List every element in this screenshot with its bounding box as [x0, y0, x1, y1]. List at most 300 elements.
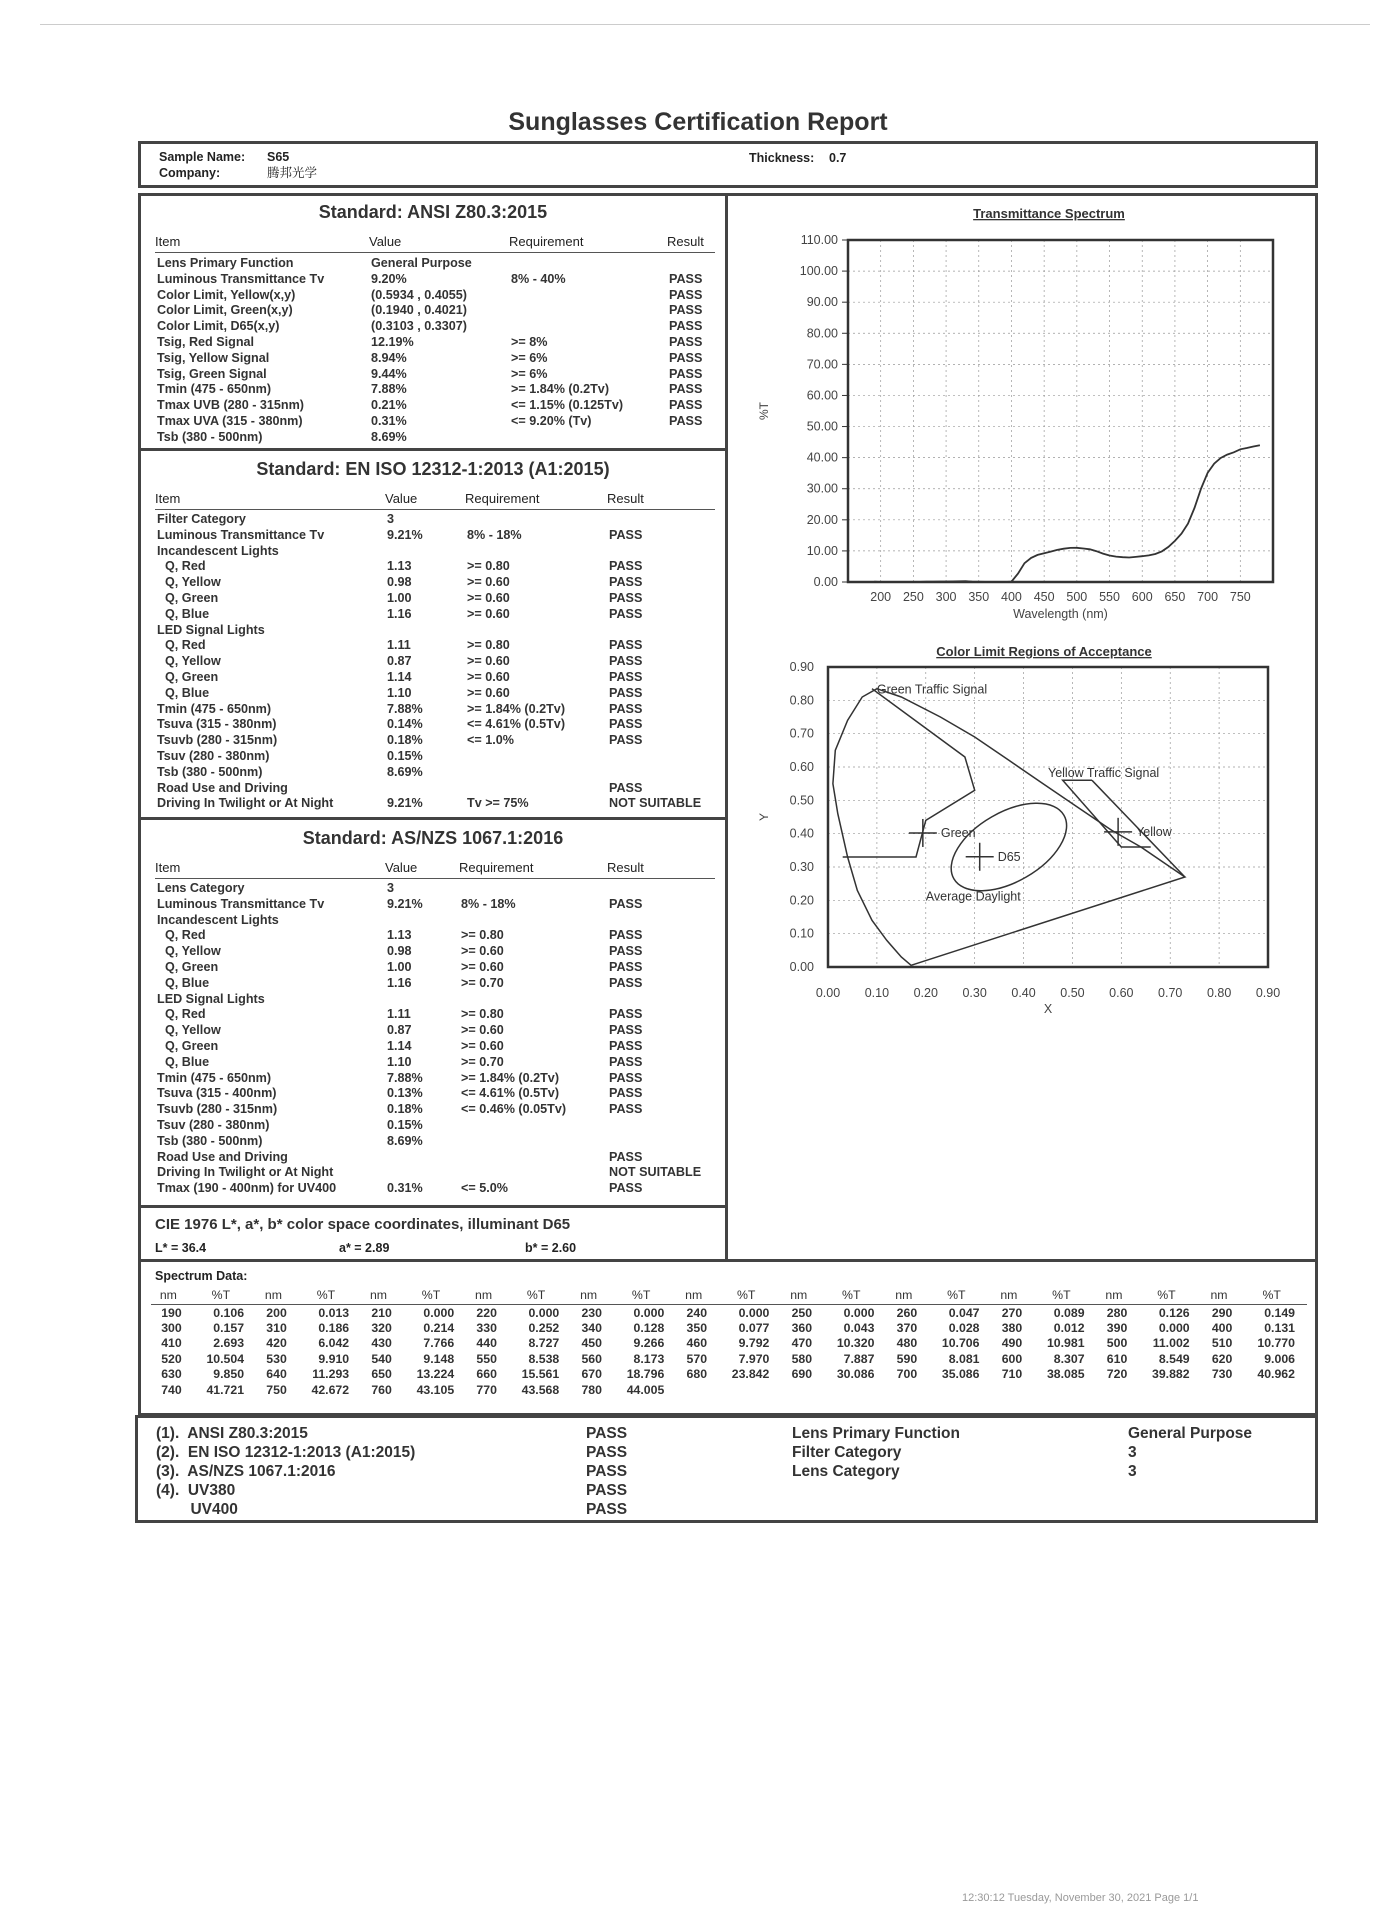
table-cell: >= 0.60 — [467, 590, 510, 605]
col-header: Result — [667, 234, 704, 249]
table-cell: 1.11 — [387, 1007, 411, 1022]
table-cell: 9.21% — [387, 796, 423, 811]
nm-cell: 410 — [161, 1336, 182, 1351]
nm-cell — [676, 1382, 711, 1397]
table-cell: (0.5934 , 0.4055) — [371, 287, 467, 302]
table-cell: Tmin (475 - 650nm) — [157, 1070, 272, 1085]
nm-cell: 320 — [371, 1321, 392, 1336]
table-cell: PASS — [669, 413, 703, 428]
t-cell: 0.028 — [948, 1321, 980, 1336]
table-row — [157, 1039, 717, 1055]
table-cell: >= 1.84% (0.2Tv) — [511, 382, 610, 397]
table-cell: NOT SUITABLE — [609, 1165, 702, 1180]
table-cell: PASS — [669, 398, 703, 413]
table-cell: 3 — [387, 881, 395, 895]
thickness-label: Thickness: — [749, 151, 815, 165]
table-row — [157, 992, 717, 1008]
table-cell: Tmax UVA (315 - 380nm) — [157, 413, 303, 428]
t-header: %T — [526, 1288, 546, 1302]
y-tick-label: 0.70 — [789, 726, 814, 741]
table-row — [157, 1118, 717, 1134]
table-cell: 7.88% — [371, 382, 407, 397]
table-cell: Q, Green — [165, 1038, 219, 1053]
table-cell: >= 1.84% (0.2Tv) — [467, 701, 566, 716]
nm-cell: 220 — [476, 1305, 497, 1320]
table-row — [157, 1007, 717, 1023]
t-cell: 10.770 — [1257, 1336, 1295, 1351]
table-row — [157, 512, 717, 528]
t-cell: 6.042 — [318, 1336, 350, 1351]
nm-cell: 270 — [1001, 1305, 1023, 1320]
top-rule — [40, 24, 1370, 25]
table-cell: PASS — [609, 1023, 643, 1038]
table-row — [157, 733, 717, 749]
y-tick-label: 0.00 — [789, 960, 814, 974]
table-cell: PASS — [609, 559, 643, 574]
table-cell: >= 0.60 — [461, 959, 504, 974]
table-row — [157, 607, 717, 623]
t-cell — [1131, 1382, 1201, 1397]
cie-L: L* = 36.4 — [155, 1241, 207, 1255]
region-label: Yellow Traffic Signal — [1048, 766, 1160, 780]
table-cell: >= 0.60 — [461, 1038, 504, 1053]
table-cell: Q, Green — [165, 959, 219, 974]
t-cell: 9.910 — [318, 1351, 350, 1366]
y-tick-label: 30.00 — [806, 481, 838, 496]
y-tick-label: 0.80 — [789, 693, 814, 708]
t-cell — [1026, 1382, 1096, 1397]
t-cell: 41.721 — [206, 1382, 245, 1397]
t-cell: 0.252 — [528, 1321, 560, 1336]
x-tick-label: 450 — [1033, 590, 1055, 604]
company-label: Company: — [159, 166, 221, 180]
spectrum-table — [151, 1286, 1307, 1397]
table-cell: >= 0.60 — [467, 685, 510, 700]
table-cell: Tsuva (315 - 380nm) — [157, 717, 277, 732]
nm-cell: 560 — [581, 1351, 602, 1366]
t-cell: 8.549 — [1158, 1351, 1190, 1366]
nm-cell: 670 — [581, 1367, 602, 1382]
ansi-section — [138, 193, 728, 451]
table-cell: Driving In Twilight or At Night — [157, 1165, 334, 1180]
table-cell: Luminous Transmittance Tv — [157, 271, 325, 286]
point-label: Yellow — [1136, 824, 1172, 839]
summary-standard: (2). EN ISO 12312-1:2013 (A1:2015) — [156, 1444, 416, 1461]
table-cell: PASS — [609, 590, 643, 605]
table-cell: Q, Blue — [165, 1054, 210, 1069]
nm-cell: 230 — [581, 1305, 602, 1320]
nm-header: nm — [159, 1288, 177, 1302]
company: 腾邦光学 — [267, 166, 318, 180]
nm-cell: 690 — [791, 1367, 813, 1382]
table-row — [157, 638, 717, 654]
t-header: %T — [736, 1288, 756, 1302]
table-cell: Luminous Transmittance Tv — [157, 527, 325, 542]
table-cell: Lens Primary Function — [157, 256, 294, 270]
summary-standard: UV400 — [156, 1501, 238, 1518]
t-cell: 0.214 — [423, 1321, 455, 1336]
t-cell: 8.081 — [948, 1351, 980, 1366]
table-row — [157, 781, 717, 797]
nm-cell — [992, 1382, 1027, 1397]
nm-header: nm — [895, 1288, 913, 1302]
table-cell: 1.16 — [387, 975, 412, 990]
table-cell: 0.87 — [387, 1023, 412, 1038]
table-row — [157, 272, 717, 288]
table-cell: 0.31% — [371, 413, 407, 428]
table-row — [157, 654, 717, 670]
nm-cell: 580 — [791, 1351, 813, 1366]
table-cell: PASS — [609, 1070, 643, 1085]
table-row — [157, 288, 717, 304]
t-header: %T — [631, 1288, 651, 1302]
table-cell: 1.16 — [387, 606, 412, 621]
asnzs-column-headers — [155, 860, 715, 879]
t-cell: 11.002 — [1152, 1336, 1190, 1351]
nm-cell: 330 — [476, 1321, 497, 1336]
t-cell: 0.186 — [318, 1321, 350, 1336]
table-cell: 0.15% — [387, 1117, 423, 1132]
cie-b: b* = 2.60 — [525, 1241, 577, 1255]
t-cell: 0.089 — [1053, 1305, 1085, 1320]
table-cell: PASS — [609, 1086, 643, 1101]
summary-row — [792, 1424, 1292, 1443]
table-cell: >= 0.60 — [467, 606, 510, 621]
y-tick-label: 70.00 — [806, 357, 838, 372]
x-tick-label: 0.90 — [1255, 986, 1281, 1000]
t-header: %T — [842, 1288, 861, 1302]
summary-row — [156, 1481, 716, 1500]
nm-cell: 750 — [266, 1382, 287, 1397]
table-cell: Tsig, Yellow Signal — [157, 350, 270, 365]
nm-cell: 370 — [896, 1321, 918, 1336]
nm-cell: 190 — [161, 1305, 182, 1320]
table-cell: Incandescent Lights — [157, 912, 279, 927]
nm-cell: 350 — [686, 1321, 708, 1336]
table-cell: Q, Blue — [165, 685, 210, 700]
t-cell: 10.320 — [836, 1336, 875, 1351]
table-row — [157, 591, 717, 607]
summary-row — [156, 1500, 716, 1519]
table-cell: Color Limit, Yellow(x,y) — [157, 287, 296, 302]
cie-section — [138, 1205, 728, 1262]
table-cell: >= 0.80 — [461, 928, 504, 943]
nm-cell: 610 — [1106, 1351, 1128, 1366]
nm-cell: 280 — [1106, 1305, 1128, 1320]
table-cell: Q, Yellow — [165, 575, 221, 590]
nm-cell: 590 — [896, 1351, 918, 1366]
t-cell: 9.006 — [1264, 1351, 1295, 1366]
nm-cell: 720 — [1106, 1367, 1128, 1382]
table-cell: Road Use and Driving — [157, 1149, 288, 1164]
col-header: Item — [155, 491, 181, 506]
nm-cell: 430 — [371, 1336, 392, 1351]
table-cell: PASS — [669, 334, 703, 349]
table-cell: 8% - 18% — [467, 527, 522, 542]
table-cell: PASS — [609, 685, 643, 700]
t-cell: 30.086 — [836, 1367, 875, 1382]
table-cell: 0.31% — [387, 1181, 423, 1196]
x-tick-label: 500 — [1066, 590, 1088, 604]
col-header: Result — [607, 860, 644, 875]
table-row — [157, 1165, 717, 1181]
t-cell: 9.266 — [633, 1336, 665, 1351]
table-cell: <= 5.0% — [461, 1181, 508, 1196]
table-cell: PASS — [609, 1102, 643, 1117]
table-cell: PASS — [669, 303, 703, 318]
y-axis-label: %T — [757, 402, 771, 420]
x-tick-label: 200 — [870, 590, 892, 604]
table-cell: PASS — [609, 1149, 643, 1164]
table-cell: 1.14 — [387, 1038, 412, 1053]
table-cell: LED Signal Lights — [157, 991, 265, 1006]
x-tick-label: 0.80 — [1206, 986, 1232, 1000]
table-cell: 1.10 — [387, 685, 412, 700]
y-tick-label: 0.40 — [789, 826, 814, 841]
en-section — [138, 448, 728, 820]
table-cell: 0.14% — [387, 717, 423, 732]
t-cell: 40.962 — [1257, 1367, 1295, 1382]
x-tick-label: 0.30 — [962, 986, 987, 1000]
x-axis-label: X — [1043, 1002, 1053, 1016]
table-cell: 9.20% — [371, 271, 407, 286]
t-cell: 0.149 — [1264, 1305, 1295, 1320]
x-tick-label: 0.60 — [1109, 986, 1134, 1000]
summary-standards — [156, 1424, 716, 1519]
table-cell: Q, Red — [165, 928, 206, 943]
point-label: Green — [940, 825, 976, 840]
table-cell: PASS — [669, 382, 703, 397]
t-cell: 0.000 — [633, 1305, 665, 1320]
t-cell: 39.882 — [1152, 1367, 1190, 1382]
t-cell: 42.672 — [311, 1382, 350, 1397]
x-tick-label: 0.40 — [1011, 986, 1036, 1000]
table-cell: 1.14 — [387, 669, 412, 684]
en-column-headers — [155, 491, 715, 510]
nm-cell: 500 — [1106, 1336, 1128, 1351]
table-cell: Tsuvb (280 - 315nm) — [157, 1102, 278, 1117]
y-tick-label: 50.00 — [806, 419, 838, 434]
table-cell: Tsuv (280 - 380nm) — [157, 1117, 270, 1132]
x-tick-label: 750 — [1229, 590, 1251, 604]
table-cell: >= 8% — [511, 334, 548, 349]
table-cell: Tsuv (280 - 380nm) — [157, 748, 270, 763]
table-cell: >= 0.80 — [461, 1007, 504, 1022]
t-cell: 44.005 — [626, 1382, 665, 1397]
table-row — [157, 398, 717, 414]
table-cell: PASS — [669, 287, 703, 302]
table-cell: 8% - 18% — [461, 896, 516, 911]
t-cell: 13.224 — [416, 1367, 455, 1382]
table-cell: PASS — [609, 606, 643, 621]
nm-cell: 470 — [791, 1336, 813, 1351]
table-row — [157, 960, 717, 976]
table-cell: Filter Category — [157, 512, 246, 526]
nm-cell — [1097, 1382, 1132, 1397]
summary-result: PASS — [586, 1425, 628, 1442]
color-limit-chart — [728, 636, 1315, 1056]
chart-title: Transmittance Spectrum — [973, 206, 1125, 221]
t-cell: 0.047 — [948, 1305, 980, 1320]
t-cell: 9.148 — [423, 1351, 455, 1366]
table-cell: 7.88% — [387, 701, 423, 716]
table-cell: 0.13% — [387, 1086, 423, 1101]
table-cell: PASS — [609, 928, 643, 943]
t-cell: 0.106 — [213, 1305, 245, 1320]
table-cell: Tmin (475 - 650nm) — [157, 701, 272, 716]
summary-categories — [792, 1424, 1292, 1481]
cie-title: CIE 1976 L*, a*, b* color space coordinates, illuminant D65 — [155, 1216, 571, 1233]
x-tick-label: 600 — [1131, 590, 1153, 604]
summary-result: PASS — [586, 1501, 628, 1518]
nm-header: nm — [580, 1288, 598, 1302]
summary-row — [156, 1443, 716, 1462]
spectrum-label: Spectrum Data: — [155, 1269, 248, 1283]
region-label: Average Daylight — [925, 889, 1021, 904]
col-header: Result — [607, 491, 644, 506]
asnzs-section — [138, 817, 728, 1208]
summary-result: PASS — [586, 1444, 628, 1461]
summary-row — [792, 1443, 1292, 1462]
t-cell: 0.126 — [1158, 1305, 1190, 1320]
t-cell: 7.887 — [843, 1351, 875, 1366]
table-cell: LED Signal Lights — [157, 622, 265, 637]
t-header: %T — [316, 1288, 336, 1302]
t-cell: 9.792 — [738, 1336, 770, 1351]
nm-cell: 520 — [161, 1351, 182, 1366]
t-cell: 0.012 — [1053, 1321, 1085, 1336]
table-row — [157, 1150, 717, 1166]
summary-value: 3 — [1128, 1463, 1137, 1480]
nm-cell: 490 — [1001, 1336, 1023, 1351]
summary-standard: (3). AS/NZS 1067.1:2016 — [156, 1463, 336, 1480]
nm-cell: 530 — [266, 1351, 287, 1366]
table-row — [157, 702, 717, 718]
transmittance-chart — [728, 196, 1315, 636]
nm-header: nm — [1210, 1288, 1228, 1302]
t-cell: 2.693 — [213, 1336, 245, 1351]
nm-cell: 200 — [266, 1305, 287, 1320]
table-cell: >= 0.80 — [467, 559, 510, 574]
table-row — [157, 351, 717, 367]
t-cell — [1236, 1382, 1307, 1397]
table-cell: 0.18% — [387, 1102, 423, 1117]
table-row — [157, 1086, 717, 1102]
x-tick-label: 550 — [1099, 590, 1120, 604]
summary-value: General Purpose — [1128, 1425, 1253, 1442]
nm-cell: 440 — [476, 1336, 497, 1351]
table-cell: Tsig, Red Signal — [157, 334, 255, 349]
table-cell: 9.44% — [371, 366, 407, 381]
table-row — [157, 1023, 717, 1039]
x-tick-label: 700 — [1197, 590, 1219, 604]
table-cell: 1.00 — [387, 959, 412, 974]
table-cell: Luminous Transmittance Tv — [157, 896, 325, 911]
thickness: 0.7 — [829, 151, 847, 165]
table-cell: PASS — [669, 366, 703, 381]
table-cell: Q, Blue — [165, 606, 210, 621]
nm-cell: 290 — [1211, 1305, 1233, 1320]
nm-cell: 420 — [266, 1336, 287, 1351]
x-tick-label: 300 — [935, 590, 957, 604]
table-cell: Q, Yellow — [165, 944, 221, 959]
y-tick-label: 110.00 — [800, 233, 838, 247]
t-header: %T — [211, 1288, 231, 1302]
summary-result: PASS — [586, 1463, 628, 1480]
nm-cell: 680 — [686, 1367, 708, 1382]
y-tick-label: 0.50 — [789, 793, 814, 808]
table-row — [157, 670, 717, 686]
table-cell: 0.15% — [387, 748, 423, 763]
table-cell: >= 6% — [511, 350, 548, 365]
ansi-title: Standard: ANSI Z80.3:2015 — [318, 202, 548, 222]
t-header: %T — [421, 1288, 441, 1302]
t-cell: 0.128 — [633, 1321, 665, 1336]
t-cell: 15.561 — [521, 1367, 560, 1382]
region-label: Green Traffic Signal — [876, 682, 988, 697]
y-tick-label: 10.00 — [806, 543, 838, 558]
nm-cell: 340 — [581, 1321, 602, 1336]
table-cell: >= 0.60 — [467, 575, 510, 590]
table-row — [157, 414, 717, 430]
table-cell: 8% - 40% — [511, 271, 566, 286]
table-cell: >= 0.60 — [467, 669, 510, 684]
nm-cell: 250 — [791, 1305, 813, 1320]
table-row — [157, 335, 717, 351]
t-cell: 7.766 — [423, 1336, 455, 1351]
x-tick-label: 350 — [968, 590, 990, 604]
x-tick-label: 650 — [1164, 590, 1186, 604]
table-cell: PASS — [609, 733, 643, 748]
spectrum-section — [138, 1259, 1318, 1416]
t-cell: 0.131 — [1264, 1321, 1295, 1336]
table-cell: 0.21% — [371, 398, 407, 413]
y-tick-label: 40.00 — [806, 450, 838, 465]
summary-standard: (4). UV380 — [156, 1482, 236, 1499]
table-row — [157, 430, 717, 446]
table-cell: General Purpose — [371, 256, 472, 270]
table-row — [157, 928, 717, 944]
t-cell — [921, 1382, 991, 1397]
plot-frame — [848, 240, 1273, 582]
nm-cell: 640 — [266, 1367, 287, 1382]
table-row — [157, 559, 717, 575]
table-row — [157, 623, 717, 639]
x-tick-label: 0.00 — [815, 986, 841, 1000]
table-cell: Q, Yellow — [165, 654, 221, 669]
spectrum-row — [151, 1351, 1307, 1366]
table-cell: >= 0.70 — [461, 975, 504, 990]
col-header: Value — [369, 234, 402, 249]
table-row — [157, 765, 717, 781]
table-row — [157, 367, 717, 383]
table-cell: Q, Green — [165, 669, 219, 684]
t-cell: 8.307 — [1053, 1351, 1085, 1366]
t-cell: 8.727 — [528, 1336, 560, 1351]
t-cell: 23.842 — [731, 1367, 770, 1382]
nm-cell: 510 — [1211, 1336, 1233, 1351]
x-tick-label: 0.70 — [1158, 986, 1183, 1000]
table-cell: >= 6% — [511, 366, 548, 381]
y-tick-label: 20.00 — [806, 512, 838, 527]
x-tick-label: 400 — [1001, 590, 1022, 604]
x-axis-label: Wavelength (nm) — [1013, 607, 1108, 621]
col-header: Item — [155, 234, 181, 249]
t-cell: 10.504 — [206, 1351, 245, 1366]
table-cell: Tmax UVB (280 - 315nm) — [157, 398, 304, 413]
table-row — [157, 256, 717, 272]
t-cell: 9.850 — [213, 1367, 245, 1382]
